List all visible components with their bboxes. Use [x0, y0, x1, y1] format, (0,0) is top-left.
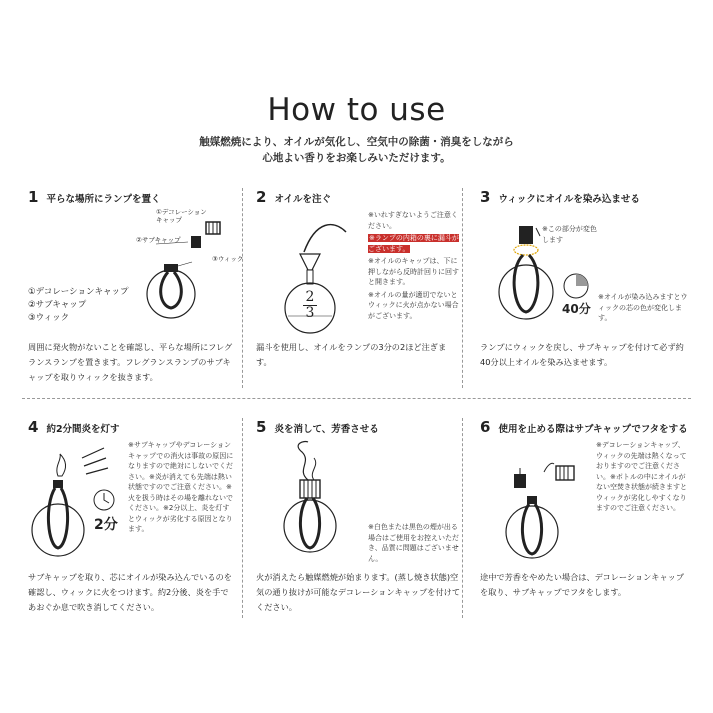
smoke-note: ※白色または黒色の煙が出る場合はご使用をお控えいただき、品質に問題はございません。 — [368, 523, 459, 563]
step-heading: 2 オイルを注ぐ — [256, 188, 331, 206]
extinguish-fragrance-illustration — [256, 440, 366, 580]
warning-note: ※サブキャップやデコレーションキャップでの消火は事故の原因になりますので絶対にしないでください。※炎が消えても先端は熱い状態ですのでご注意ください。※火を扱う時はその場を離れないでください。※2分以上、炎を灯すとウィックが劣化する原因となります。 — [128, 441, 234, 533]
note-text: ※いれすぎないようご注意ください。 ※ランプの内箱の裏に漏斗がございます。 ※オイルのキャップは、下に押しながら反時計回りに回すと開きます。 ※オイルの量が適切でないとウィックに火が点かない場合がございます。 — [368, 211, 459, 320]
step-description: ランプにウィックを戻し、サブキャップを付けて必ず約40分以上オイルを染み込ませます。 — [480, 342, 684, 367]
heat-warning-note: ※デコレーションキャップ、ウィックの先端は熱くなっておりますのでご注意ください。※ボトルの中にオイルがない空焚き状態が続きますとウィックが劣化しやすくなりますのでご注意ください。 — [596, 441, 687, 512]
color-change-callout: ※この部分が変色します — [542, 225, 597, 244]
fraction-two-thirds: 2 3 — [300, 290, 320, 321]
time-label-2-min: 2分 — [94, 517, 118, 533]
step-description: 漏斗を使用し、オイルをランプの3分の2ほど注ぎます。 — [256, 342, 447, 367]
light-flame-illustration — [28, 440, 138, 580]
note-text: ※オイルが染み込みますとウィックの芯の色が変化します。 — [598, 293, 688, 322]
step-description: 途中で芳香をやめたい場合は、デコレーションキャップを取り、サブキャップでフタをします。 — [480, 572, 685, 597]
step-description: 周囲に発火物がないことを確認し、平らな場所にフレグランスランプを置きます。フレグランスランプのサブキャップを取りウィックを抜きます。 — [28, 342, 233, 382]
parts-list: ①デコレーションキャップ ②サブキャップ ③ウィック — [28, 287, 129, 323]
step-5-panel — [256, 418, 466, 618]
step-heading: 1 平らな場所にランプを置く — [28, 188, 161, 206]
page-subtitle: 触媒燃焼により、オイルが気化し、空気中の除菌・消臭をしながら 心地よい香りをお楽しみいただけます。 — [199, 136, 514, 164]
label-sub-cap: ②サブキャップ — [136, 236, 181, 244]
step-3-panel — [480, 188, 690, 388]
step-4-panel — [28, 418, 238, 618]
step-description: 火が消えたら触媒燃焼が始まります。(蒸し焼き状態)空気の通り抜けが可能なデコレーションキャップを付けてください。 — [256, 572, 461, 612]
row-divider — [22, 398, 691, 399]
time-label-40-min: 40分 — [562, 302, 591, 316]
funnel-pour-illustration — [256, 210, 366, 350]
funnel-location-note: ※ランプの内箱の裏に漏斗がございます。 — [368, 234, 459, 253]
step-heading: 5 炎を消して、芳香させる — [256, 418, 379, 436]
step-heading: 3 ウィックにオイルを染み込ませる — [480, 188, 640, 206]
page-title: How to use — [267, 92, 446, 128]
step-description: サブキャップを取り、芯にオイルが染み込んでいるのを確認し、ウィックに火をつけます。約2分後、炎を手であおぐか息で吹き消してください。 — [28, 572, 232, 612]
step-heading: 4 約2分間炎を灯す — [28, 418, 120, 436]
step-1-panel — [28, 188, 244, 388]
label-wick: ③ウィック — [212, 255, 244, 263]
step-6-panel — [480, 418, 690, 618]
cap-lamp-illustration — [480, 440, 590, 580]
column-divider — [242, 418, 243, 618]
step-heading: 6 使用を止める際はサブキャップでフタをする — [480, 418, 688, 436]
column-divider — [242, 188, 243, 388]
step-2-panel — [256, 188, 466, 388]
label-decoration-cap: ①デコレーション キャップ — [156, 208, 207, 224]
